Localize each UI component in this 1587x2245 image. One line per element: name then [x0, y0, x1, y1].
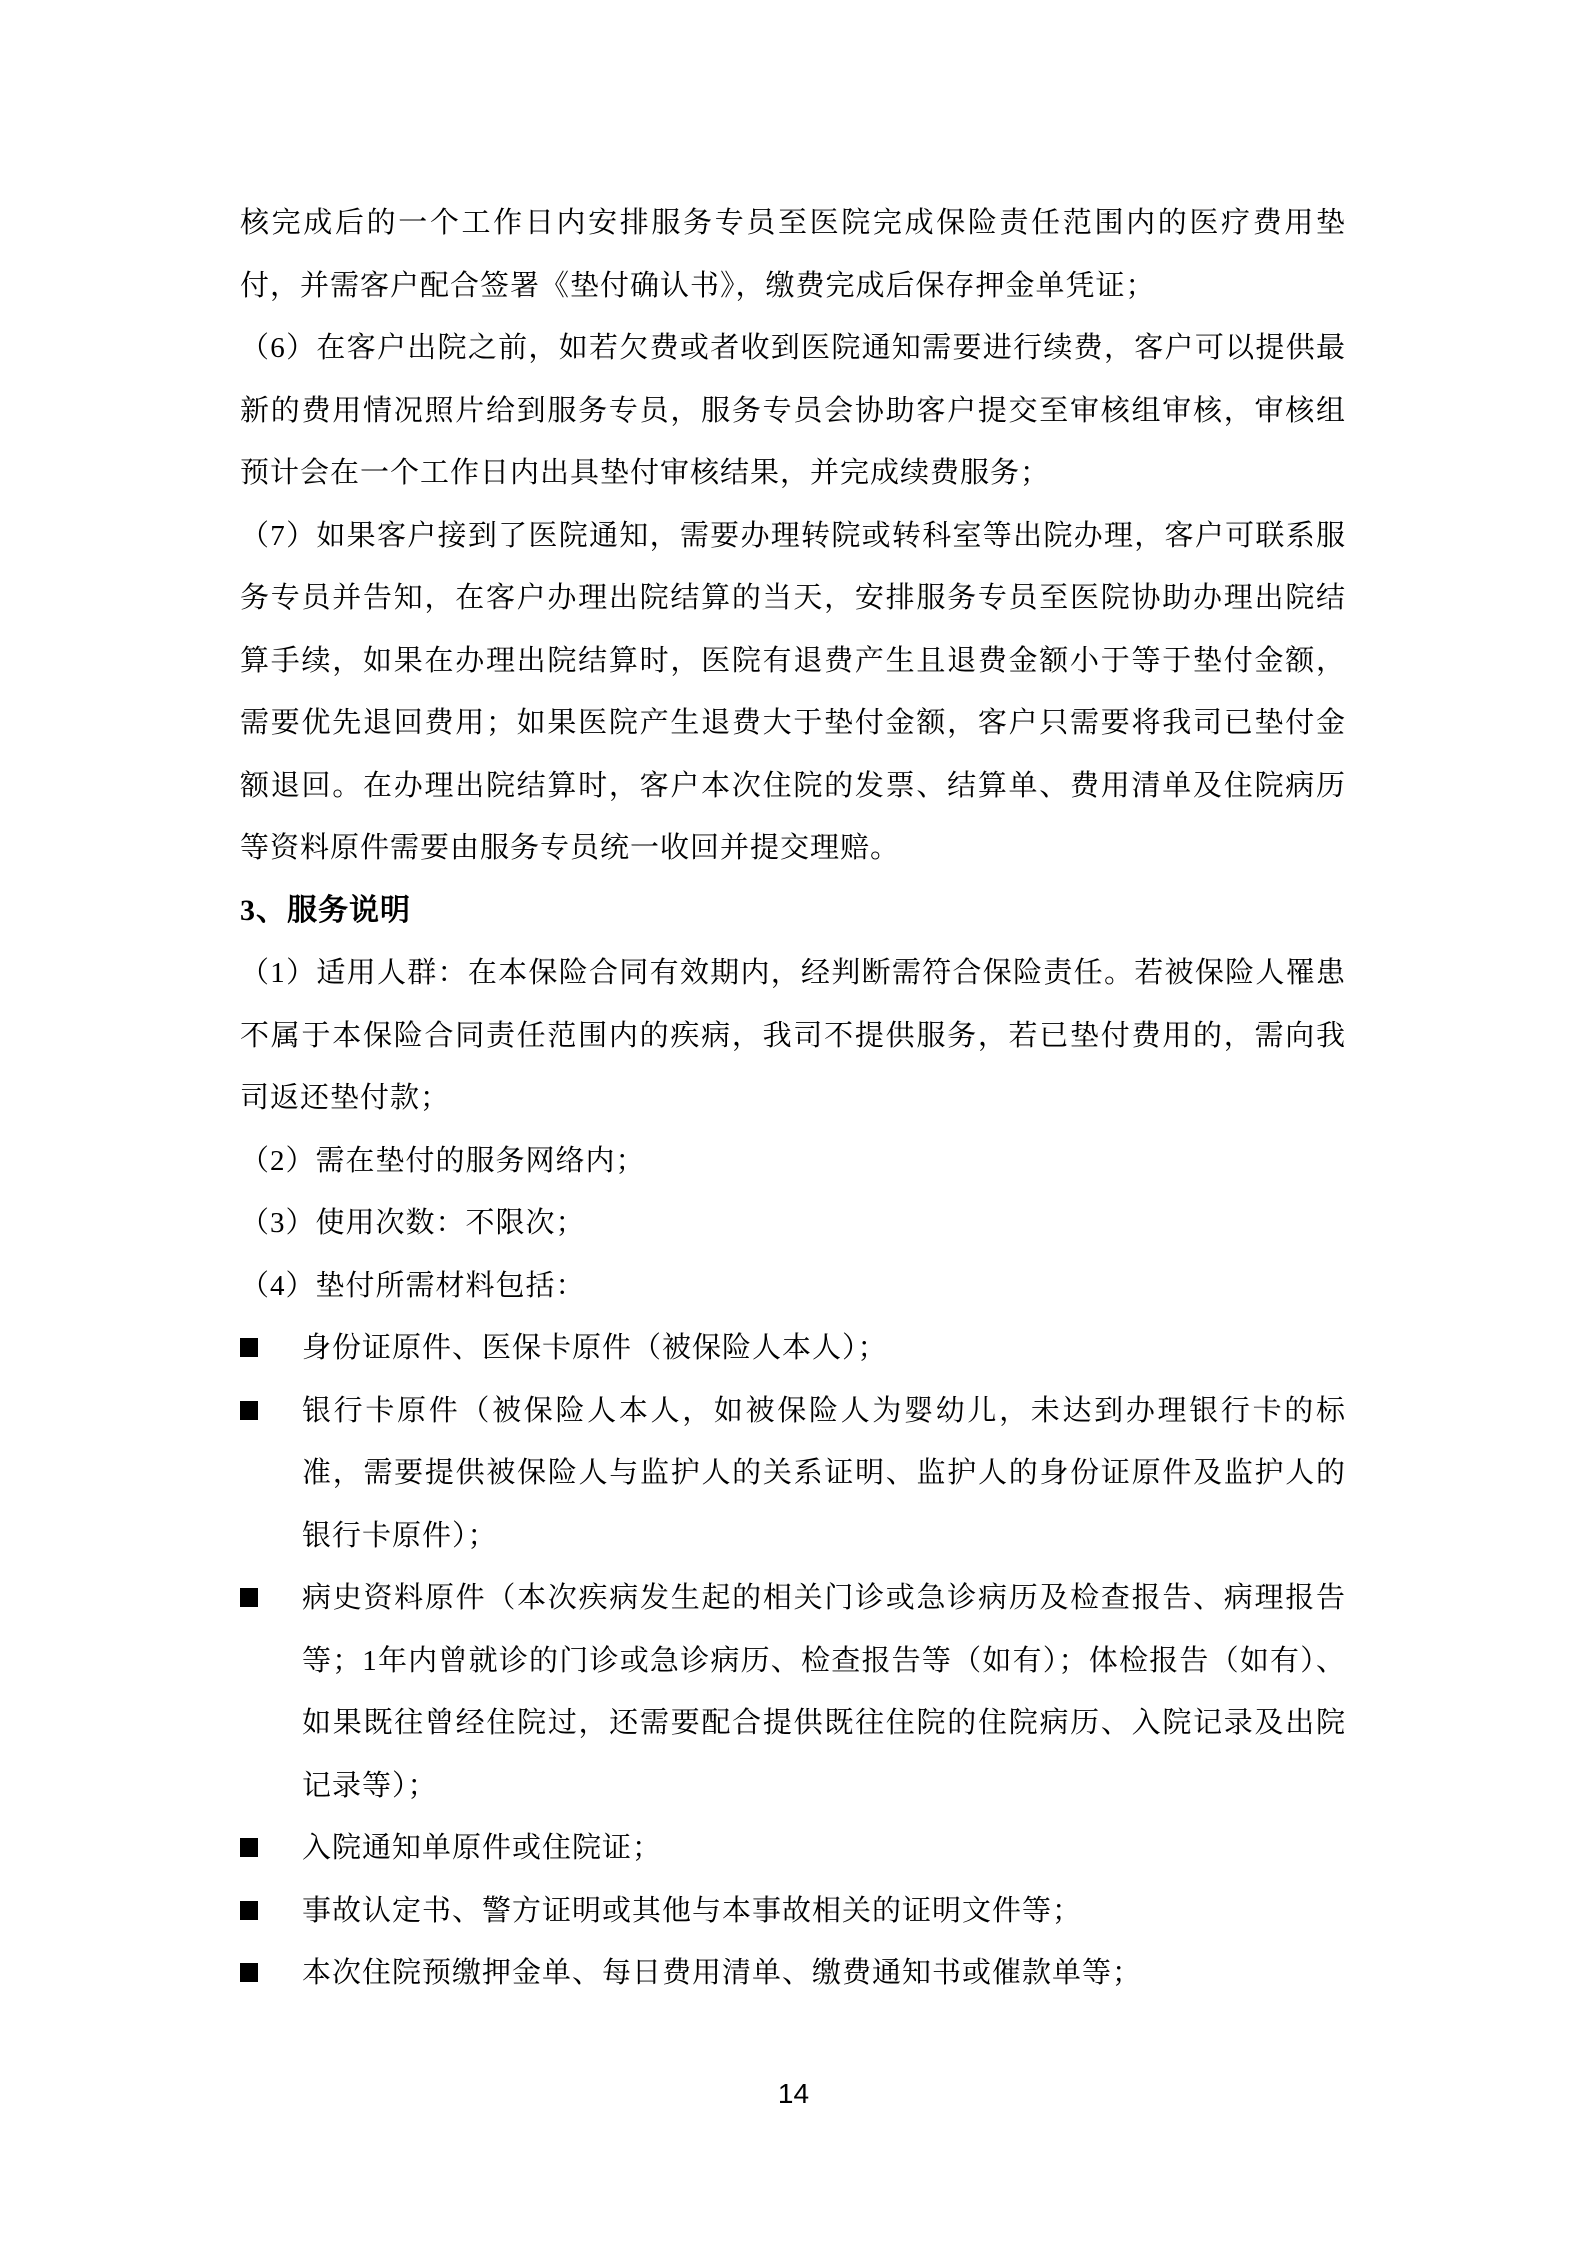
- list-item-text: 病史资料原件（本次疾病发生起的相关门诊或急诊病历及检查报告、病理报告等；1年内曾就诊的门诊或急诊病历、检查报告等（如有）；体检报告（如有）、如果既往曾经住院过，还需要配合提供既往住院的住院病历、入院记录及出院记录等）；: [302, 1582, 1346, 1802]
- list-item-bank-card: [240, 1380, 1346, 1568]
- list-item-admission-notice: [240, 1817, 1346, 1880]
- square-bullet-icon: [240, 1588, 258, 1607]
- list-item-medical-history: [240, 1567, 1346, 1817]
- square-bullet-icon: [240, 1901, 258, 1920]
- section-heading-service-description: 3、服务说明: [240, 893, 411, 927]
- square-bullet-icon: [240, 1838, 258, 1857]
- list-item-text: 银行卡原件（被保险人本人，如被保险人为婴幼儿，未达到办理银行卡的标准，需要提供被保险人与监护人的关系证明、监护人的身份证原件及监护人的银行卡原件）；: [302, 1394, 1346, 1552]
- paragraph-item-7-discharge-settlement: （7）如果客户接到了医院通知，需要办理转院或转科室等出院办理，客户可联系服务专员并告知，在客户办理出院结算的当天，安排服务专员至医院协助办理出院结算手续，如果在办理出院结算时，医院有退费产生且退费金额小于等于垫付金额，需要优先退回费用；如果医院产生退费大于垫付金额，客户只需要将我司已垫付金额退回。在办理出院结算时，客户本次住院的发票、结算单、费用清单及住院病历等资料原件需要由服务专员统一收回并提交理赔。: [240, 519, 1346, 864]
- square-bullet-icon: [240, 1963, 258, 1982]
- list-item-id-card: [240, 1317, 1346, 1380]
- paragraph-advance-payment-completion: 核完成后的一个工作日内安排服务专员至医院完成保险责任范围内的医疗费用垫付，并需客户配合签署《垫付确认书》，缴费完成后保存押金单凭证；: [240, 207, 1346, 302]
- note-1-applicable-people: （1）适用人群：在本保险合同有效期内，经判断需符合保险责任。若被保险人罹患不属于本保险合同责任范围内的疾病，我司不提供服务，若已垫付费用的，需向我司返还垫付款；: [240, 957, 1346, 1114]
- list-item-deposit-receipts: [240, 1942, 1346, 2005]
- note-2-service-network: （2）需在垫付的服务网络内；: [240, 1144, 646, 1177]
- square-bullet-icon: [240, 1338, 258, 1357]
- paragraph-item-6-renewal: （6）在客户出院之前，如若欠费或者收到医院通知需要进行续费，客户可以提供最新的费用情况照片给到服务专员，服务专员会协助客户提交至审核组审核，审核组预计会在一个工作日内出具垫付审核结果，并完成续费服务；: [240, 332, 1346, 489]
- list-item-text: 入院通知单原件或住院证；: [302, 1832, 663, 1864]
- materials-list: [240, 1317, 1346, 2005]
- document-body: [240, 192, 1346, 2005]
- list-item-text: 本次住院预缴押金单、每日费用清单、缴费通知书或催款单等；: [302, 1957, 1143, 1989]
- square-bullet-icon: [240, 1401, 258, 1420]
- note-3-usage-count: （3）使用次数：不限次；: [240, 1207, 586, 1239]
- note-4-required-materials: （4）垫付所需材料包括：: [240, 1269, 586, 1302]
- list-item-text: 身份证原件、医保卡原件（被保险人本人）；: [302, 1332, 888, 1364]
- list-item-accident-certificate: [240, 1880, 1346, 1943]
- list-item-text: 事故认定书、警方证明或其他与本事故相关的证明文件等；: [302, 1894, 1083, 1927]
- page-number: 14: [777, 2078, 810, 2109]
